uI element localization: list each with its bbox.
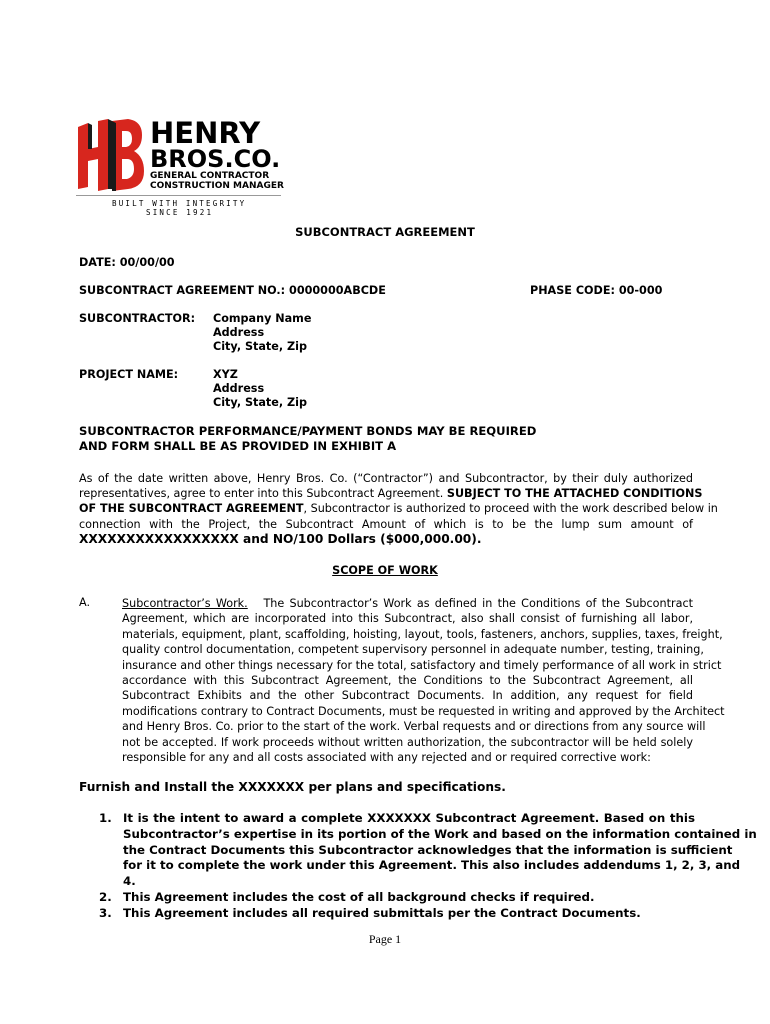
numbered-list	[99, 811, 757, 922]
bonds-notice-line1: SUBCONTRACTOR PERFORMANCE/PAYMENT BONDS MAY BE REQUIRED	[79, 424, 537, 438]
intro-paragraph	[79, 471, 718, 547]
project-name: XYZ	[213, 368, 238, 381]
list-item-number: 1.	[99, 811, 112, 825]
company-logo	[76, 116, 286, 219]
subcontractor-company: Company Name	[213, 312, 312, 325]
list-item-line: 4.	[123, 874, 136, 889]
project-address: Address	[213, 382, 265, 395]
bonds-notice-line2: AND FORM SHALL BE AS PROVIDED IN EXHIBIT A	[79, 439, 397, 453]
logo-general-contractor: GENERAL CONTRACTOR	[150, 171, 270, 181]
subcontractor-label: SUBCONTRACTOR:	[79, 312, 196, 325]
page-title: SUBCONTRACT AGREEMENT	[295, 225, 475, 239]
section-a-line: Agreement, which are incorporated into this Subcontract, also shall consist of furnishing all labor,	[122, 612, 693, 626]
section-a-heading: Subcontractor’s Work.	[122, 597, 248, 610]
project-label: PROJECT NAME:	[79, 368, 179, 381]
list-item-line: the Contract Documents this Subcontractor acknowledges that the information is sufficient	[123, 842, 733, 857]
date-line: DATE: 00/00/00	[79, 256, 175, 269]
section-a-letter: A.	[79, 596, 91, 609]
list-item-number: 3.	[99, 905, 112, 920]
logo-name-line1: HENRY	[150, 116, 261, 150]
phase-code: PHASE CODE: 00-000	[530, 284, 663, 297]
section-a-line: responsible for any and all costs associated with any rejected and or required corrective work:	[122, 751, 651, 765]
intro-line: OF THE SUBCONTRACT AGREEMENT, Subcontractor is authorized to proceed with the work described below in	[79, 502, 718, 516]
list-item-line: for it to complete the work under this Agreement. This also includes addendums 1, 2, 3, and	[123, 858, 741, 873]
logo-tagline: BUILT WITH INTEGRITY	[112, 199, 247, 208]
list-item-line: This Agreement includes all required submittals per the Contract Documents.	[123, 905, 641, 920]
subcontractor-city: City, State, Zip	[213, 340, 307, 353]
list-item	[99, 890, 695, 906]
list-item-number: 2.	[99, 889, 112, 904]
section-a-line: materials, equipment, plant, scaffolding, hoisting, layout, tools, fasteners, anchors, supplies, taxes, freight,	[122, 627, 723, 641]
furnish-line: Furnish and Install the XXXXXXX per plans and specifications.	[79, 780, 506, 794]
section-a-body	[122, 596, 725, 765]
list-item-line: It is the intent to award a complete XXXXXXX Subcontract Agreement. Based on this	[123, 811, 695, 825]
section-a-line: quality control documentation, competent supervisory personnel in adequate number, testing, training,	[122, 643, 704, 657]
section-a-line: not be accepted. If work proceeds without written authorization, the subcontractor will be held solely	[122, 735, 693, 749]
intro-line: connection with the Project, the Subcontract Amount of which is to be the lump sum amount of	[79, 517, 693, 531]
intro-amount: XXXXXXXXXXXXXXXXX and NO/100 Dollars ($000,000.00).	[79, 531, 482, 546]
list-item-line: This Agreement includes the cost of all background checks if required.	[123, 889, 595, 904]
logo-divider	[76, 195, 281, 196]
list-item	[99, 811, 757, 890]
section-a-line: accordance with this Subcontract Agreement, the Conditions to the Subcontract Agreement, all	[122, 674, 693, 688]
agreement-number: SUBCONTRACT AGREEMENT NO.: 0000000ABCDE	[79, 284, 386, 297]
logo-since: SINCE 1921	[146, 208, 214, 217]
page-number: Page 1	[368, 932, 402, 946]
section-a-line: Subcontractor’s Work. The Subcontractor’s Work as defined in the Conditions of the Subcontract	[122, 597, 693, 610]
section-a-line: Subcontract Exhibits and the other Subcontract Documents. In addition, any request for field	[122, 689, 693, 703]
intro-line: As of the date written above, Henry Bros. Co. (“Contractor”) and Subcontractor, by their duly authorized	[79, 472, 693, 485]
section-a-line: and Henry Bros. Co. prior to the start of the work. Verbal requests and or directions from any source will	[122, 720, 706, 734]
logo-construction-manager: CONSTRUCTION MANAGER	[150, 181, 284, 191]
intro-line: representatives, agree to enter into this Subcontract Agreement. SUBJECT TO THE ATTACHED CONDITIONS	[79, 487, 703, 501]
list-item-line: Subcontractor’s expertise in its portion of the Work and based on the information contained in	[123, 826, 757, 841]
list-item	[99, 906, 695, 922]
section-a-line: insurance and other things necessary for the total, satisfactory and timely performance of all work in strict	[122, 658, 722, 672]
subcontractor-address: Address	[213, 326, 265, 339]
section-a-line: modifications contrary to Contract Documents, must be requested in writing and approved by the Architect	[122, 704, 725, 718]
hb-monogram-icon	[76, 119, 146, 191]
logo-name-line2: BROS.CO.	[150, 145, 281, 173]
project-city: City, State, Zip	[213, 396, 307, 409]
scope-heading: SCOPE OF WORK	[332, 564, 438, 577]
